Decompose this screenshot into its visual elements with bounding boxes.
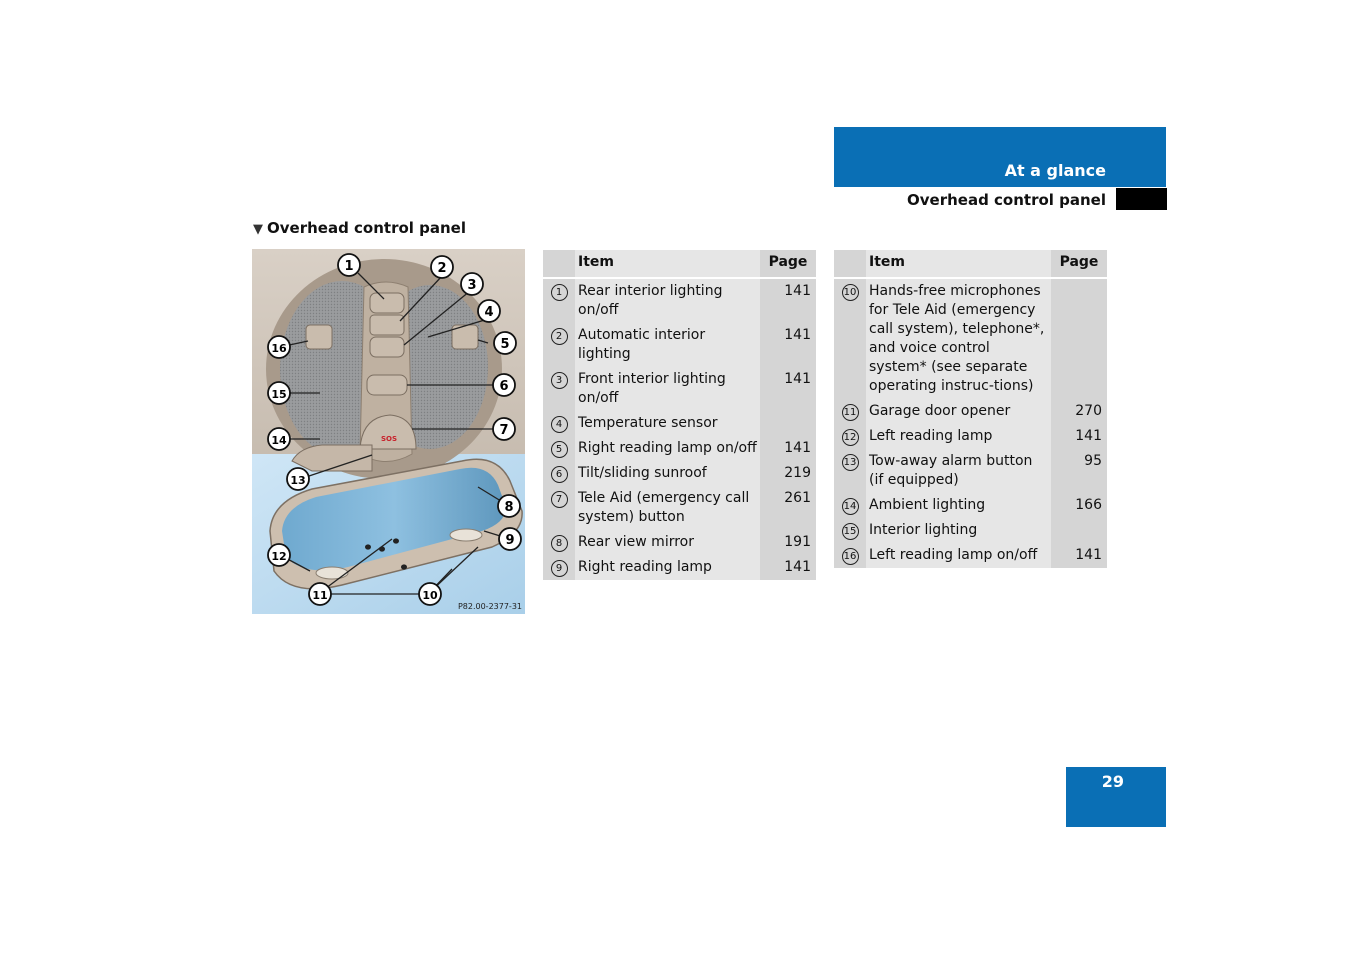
callout-12 (268, 544, 290, 566)
item-description: Garage door opener (866, 399, 1051, 424)
item-number-cell (543, 367, 575, 411)
svg-text:13: 13 (290, 474, 306, 487)
callout-5 (494, 332, 516, 354)
item-description: Ambient lighting (866, 493, 1051, 518)
table-row (543, 530, 816, 555)
overhead-panel-illustration (252, 249, 525, 614)
item-page: 141 (760, 278, 816, 323)
button-front-light (370, 337, 404, 357)
callout-16 (268, 336, 290, 358)
page-number: 29 (1101, 772, 1124, 791)
callout-14 (268, 428, 290, 450)
item-description: Right reading lamp on/off (575, 436, 760, 461)
table-row (834, 518, 1107, 543)
item-page: 95 (1051, 449, 1107, 493)
item-number-badge: 6 (551, 466, 568, 483)
header-item: Item (866, 250, 1051, 278)
item-description: Tow-away alarm button (if equipped) (866, 449, 1051, 493)
item-number-badge: 4 (551, 416, 568, 433)
callout-4 (478, 300, 500, 322)
item-page: 270 (1051, 399, 1107, 424)
item-description: Tele Aid (emergency call system) button (575, 486, 760, 530)
svg-text:12: 12 (271, 550, 287, 563)
svg-text:5: 5 (500, 337, 510, 352)
callout-9 (499, 528, 521, 550)
item-number-cell (543, 530, 575, 555)
header-item: Item (575, 250, 760, 278)
header-num-cell (834, 250, 866, 278)
item-number-cell (834, 399, 866, 424)
item-number-badge: 13 (842, 454, 859, 471)
item-number-badge: 15 (842, 523, 859, 540)
item-page: 141 (760, 436, 816, 461)
item-page: 141 (1051, 424, 1107, 449)
table-row (834, 543, 1107, 568)
page-number-box (1066, 767, 1166, 827)
header-page: Page (760, 250, 816, 278)
button-left-reading (306, 325, 332, 349)
svg-text:6: 6 (499, 379, 509, 394)
svg-text:4: 4 (484, 305, 494, 320)
item-page (760, 411, 816, 436)
item-number-badge: 16 (842, 548, 859, 565)
callout-11 (309, 583, 331, 605)
header-page: Page (1051, 250, 1107, 278)
callout-6 (493, 374, 515, 396)
svg-text:11: 11 (312, 589, 328, 602)
item-number-cell (834, 543, 866, 568)
section-header: Overhead control panel (907, 191, 1106, 209)
svg-text:7: 7 (499, 423, 509, 438)
svg-text:2: 2 (437, 261, 447, 276)
item-description: Rear view mirror (575, 530, 760, 555)
figure-code: P82.00-2377-31 (457, 602, 522, 611)
svg-text:10: 10 (422, 589, 438, 602)
item-page: 191 (760, 530, 816, 555)
callout-2 (431, 256, 453, 278)
garage-button (365, 544, 371, 549)
item-description: Temperature sensor (575, 411, 760, 436)
item-page: 141 (760, 323, 816, 367)
table-row (834, 399, 1107, 424)
item-number-cell (543, 411, 575, 436)
items-table-right (834, 250, 1107, 568)
button-sunroof (367, 375, 407, 395)
section-title (253, 219, 466, 237)
item-number-cell (834, 278, 866, 399)
garage-button (401, 564, 407, 569)
item-description: Tilt/sliding sunroof (575, 461, 760, 486)
section-tab-marker (1116, 188, 1167, 210)
table-header-row (834, 250, 1107, 278)
callout-7 (493, 418, 515, 440)
item-number-badge: 11 (842, 404, 859, 421)
table-row (543, 323, 816, 367)
item-page: 166 (1051, 493, 1107, 518)
table-row (543, 367, 816, 411)
callout-8 (498, 495, 520, 517)
button-rear-light (370, 293, 404, 313)
table-row (543, 555, 816, 580)
garage-button (393, 538, 399, 543)
table-row (543, 411, 816, 436)
illustration-svg (252, 249, 525, 614)
items-table-left (543, 250, 816, 580)
item-number-cell (543, 486, 575, 530)
callout-10 (419, 583, 441, 605)
table-row (834, 424, 1107, 449)
sos-label: SOS (380, 435, 398, 443)
item-page: 261 (760, 486, 816, 530)
table-row (543, 486, 816, 530)
svg-text:3: 3 (467, 278, 477, 293)
svg-text:15: 15 (271, 388, 287, 401)
table-row (543, 461, 816, 486)
item-description: Hands-free microphones for Tele Aid (emergency call system), telephone*, and voice control system* (see separate operating instruc-tions) (866, 278, 1051, 399)
item-page: 141 (760, 555, 816, 580)
item-description: Interior lighting (866, 518, 1051, 543)
table-body (834, 278, 1107, 568)
item-page: 141 (1051, 543, 1107, 568)
item-number-badge: 12 (842, 429, 859, 446)
item-page (1051, 278, 1107, 399)
item-description: Front interior lighting on/off (575, 367, 760, 411)
item-number-cell (834, 518, 866, 543)
section-title-text: Overhead control panel (267, 219, 466, 237)
item-number-badge: 14 (842, 498, 859, 515)
item-page: 219 (760, 461, 816, 486)
item-number-badge: 10 (842, 284, 859, 301)
header-num-cell (543, 250, 575, 278)
table-row (834, 449, 1107, 493)
chapter-header-box (834, 127, 1166, 187)
item-number-badge: 8 (551, 535, 568, 552)
table-body (543, 278, 816, 580)
item-description: Left reading lamp (866, 424, 1051, 449)
item-number-cell (834, 424, 866, 449)
table-row (834, 493, 1107, 518)
item-number-badge: 2 (551, 328, 568, 345)
right-lamp-lens (450, 529, 482, 541)
item-number-cell (543, 323, 575, 367)
item-number-badge: 7 (551, 491, 568, 508)
item-number-cell (834, 449, 866, 493)
callout-3 (461, 273, 483, 295)
table-row (543, 278, 816, 323)
item-description: Automatic interior lighting (575, 323, 760, 367)
button-auto-light (370, 315, 404, 335)
table-header-row (543, 250, 816, 278)
svg-text:1: 1 (344, 259, 354, 274)
item-number-badge: 1 (551, 284, 568, 301)
svg-text:9: 9 (505, 533, 515, 548)
table-row (543, 436, 816, 461)
item-number-badge: 5 (551, 441, 568, 458)
callout-13 (287, 468, 309, 490)
callout-15 (268, 382, 290, 404)
triangle-bullet-icon: ▼ (253, 222, 263, 237)
item-number-cell (543, 555, 575, 580)
svg-text:8: 8 (504, 500, 514, 515)
item-page: 141 (760, 367, 816, 411)
item-number-cell (543, 278, 575, 323)
item-description: Right reading lamp (575, 555, 760, 580)
item-page (1051, 518, 1107, 543)
svg-text:14: 14 (271, 434, 287, 447)
item-number-cell (543, 436, 575, 461)
item-number-cell (834, 493, 866, 518)
svg-text:16: 16 (271, 342, 287, 355)
item-description: Rear interior lighting on/off (575, 278, 760, 323)
item-number-badge: 9 (551, 560, 568, 577)
chapter-title: At a glance (1004, 161, 1106, 180)
item-description: Left reading lamp on/off (866, 543, 1051, 568)
item-number-cell (543, 461, 575, 486)
table-row (834, 278, 1107, 399)
callout-1 (338, 254, 360, 276)
left-lamp-lens (316, 567, 348, 579)
item-number-badge: 3 (551, 372, 568, 389)
